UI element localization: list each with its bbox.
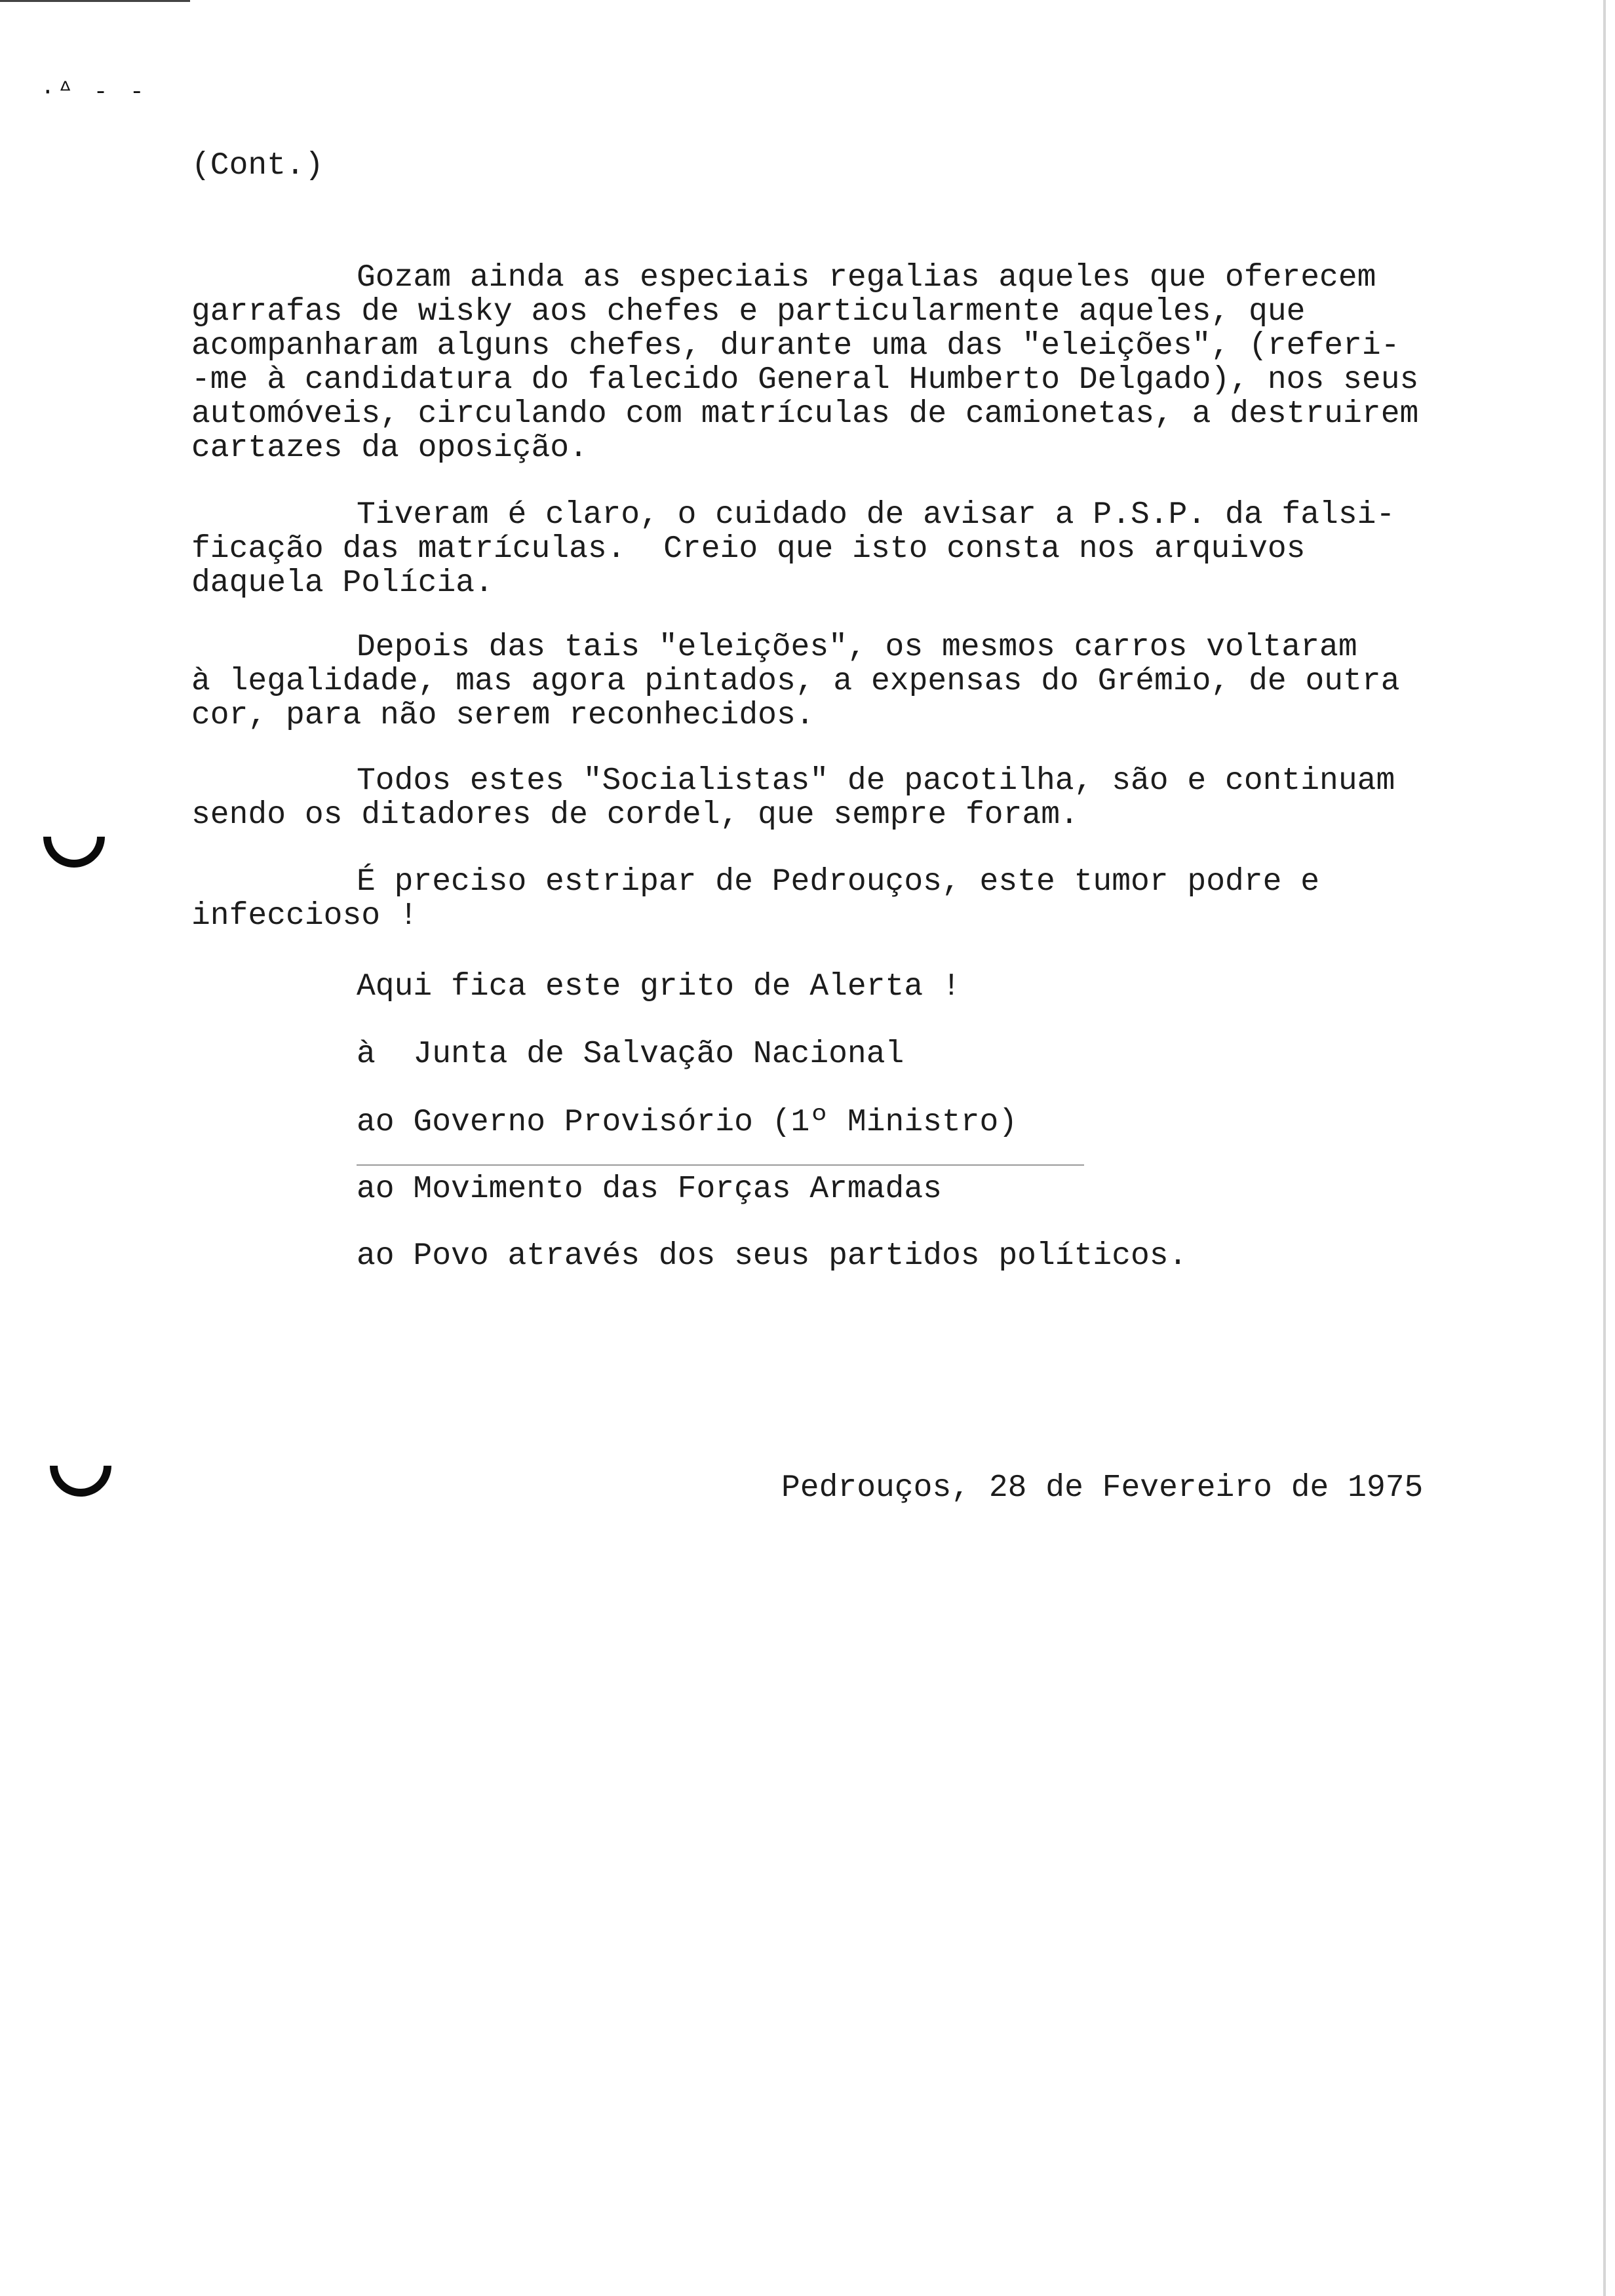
paragraph-3 bbox=[191, 630, 1542, 733]
page-edge-right bbox=[1603, 0, 1606, 2296]
faint-rule bbox=[357, 1164, 1084, 1166]
paragraph-2 bbox=[191, 498, 1542, 600]
text-line: daquela Polícia. bbox=[191, 565, 494, 601]
recipient-povo: ao Povo através dos seus partidos políticos. bbox=[357, 1238, 1188, 1274]
paragraph-5 bbox=[191, 865, 1542, 933]
recipient-mfa: ao Movimento das Forças Armadas bbox=[357, 1172, 942, 1207]
text-line: infeccioso ! bbox=[191, 898, 418, 934]
text-line: Todos estes "Socialistas" de pacotilha, são e continuam bbox=[357, 763, 1395, 799]
text-line: sendo os ditadores de cordel, que sempre foram. bbox=[191, 797, 1079, 833]
text-line: -me à candidatura do falecido General Humberto Delgado), nos seus bbox=[191, 362, 1419, 398]
punch-hole-mark bbox=[31, 794, 118, 881]
paragraph-1 bbox=[191, 261, 1542, 465]
text-line: Aqui fica este grito de Alerta ! bbox=[357, 969, 961, 1004]
recipient-junta: à Junta de Salvação Nacional bbox=[357, 1037, 905, 1072]
corner-mark: ·ᐞ - ‑ bbox=[41, 79, 148, 105]
punch-hole-mark bbox=[37, 1423, 125, 1510]
text-line: Depois das tais "eleições", os mesmos carros voltaram bbox=[357, 630, 1357, 665]
text-line: garrafas de wisky aos chefes e particularmente aqueles, que bbox=[191, 294, 1306, 330]
text-line: cor, para não serem reconhecidos. bbox=[191, 698, 815, 733]
text-line: acompanharam alguns chefes, durante uma das "eleições", (referi- bbox=[191, 328, 1400, 364]
page-edge-top bbox=[0, 0, 190, 2]
text-line: automóveis, circulando com matrículas de camionetas, a destruirem bbox=[191, 396, 1419, 432]
text-line: cartazes da oposição. bbox=[191, 430, 588, 466]
continuation-label: (Cont.) bbox=[191, 148, 324, 183]
text-line: Tiveram é claro, o cuidado de avisar a P.S.P. da falsi- bbox=[357, 497, 1395, 533]
paragraph-4 bbox=[191, 764, 1542, 832]
recipient-governo: ao Governo Provisório (1º Ministro) bbox=[357, 1105, 1018, 1140]
text-line: Gozam ainda as especiais regalias aqueles que oferecem bbox=[357, 260, 1376, 296]
alert-line bbox=[191, 970, 1542, 1004]
text-line: É preciso estripar de Pedrouços, este tumor podre e bbox=[357, 864, 1320, 900]
text-line: ficação das matrículas. Creio que isto consta nos arquivos bbox=[191, 531, 1306, 567]
text-line: à legalidade, mas agora pintados, a expensas do Grémio, de outra bbox=[191, 664, 1400, 699]
place-date: Pedrouços, 28 de Fevereiro de 1975 bbox=[781, 1470, 1424, 1506]
